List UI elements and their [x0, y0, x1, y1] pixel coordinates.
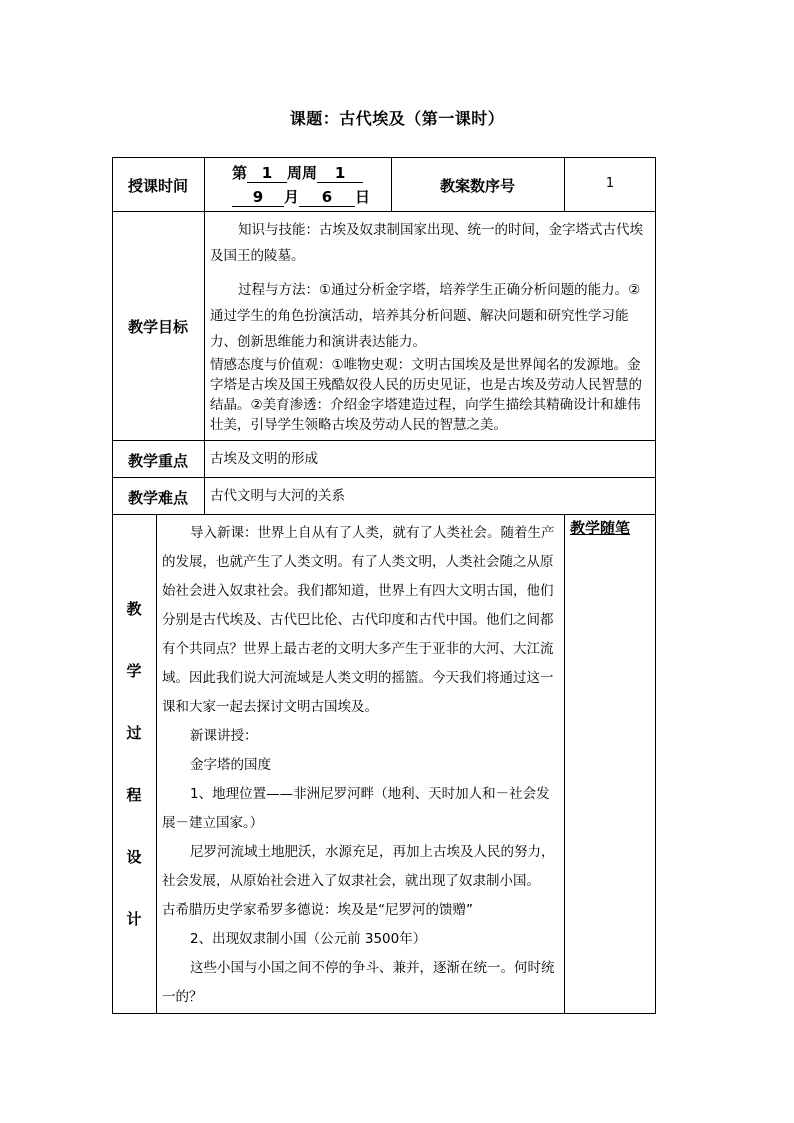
row-divider — [112, 211, 656, 212]
process-nile: 尼罗河流域土地肥沃，水源充足，再加上古埃及人民的努力，社会发展，从原始社会进入了奴隶社会，就出现了奴隶制小国。 — [162, 844, 555, 889]
time-label: 授课时间 — [127, 177, 188, 195]
focus-text: 古埃及文明的形成 — [210, 451, 318, 467]
week-prefix: 第 — [232, 164, 248, 182]
day-word: 日 — [355, 188, 371, 206]
page-title: 课题：古代埃及（第一课时） — [289, 109, 505, 128]
process-char: 教 — [126, 600, 142, 618]
sequence-value: 1 — [605, 176, 615, 191]
process-content — [162, 519, 562, 1012]
month-word: 月 — [284, 188, 300, 206]
process-new-lesson: 新课讲授： — [190, 728, 258, 744]
objectives-content — [210, 217, 652, 435]
process-point-1: 1、地理位置——非洲尼罗河畔（地利、天时加人和－社会发展－建立国家。） — [162, 786, 550, 831]
process-char: 设 — [126, 848, 142, 866]
date-line — [232, 186, 370, 207]
process-intro: 导入新课：世界上自从有了人类，就有了人类社会。随着生产的发展，也就产生了人类文明。有了人类文明，人类社会随之从原始社会进入奴隶社会。我们都知道，世界上有四大文明古国，他们分别是古代埃及、古代巴比伦、古代印度和古代中国。他们之间都有个共同点？世界上最古老的文明大多产生于亚非的大河、大江流域。因此我们说大河流域是人类文明的摇篮。今天我们将通过这一课和大家一起去探讨文明古国埃及。 — [162, 525, 555, 715]
process-quote: 古希腊历史学家希罗多德说：埃及是“尼罗河的馈赠” — [162, 902, 473, 918]
col-divider — [204, 440, 205, 514]
weekday-number: 1 — [317, 164, 363, 183]
process-char: 过 — [126, 724, 142, 742]
row-divider — [112, 514, 656, 515]
row-divider — [112, 477, 656, 478]
sequence-label: 教案数序号 — [439, 177, 515, 195]
process-label — [112, 578, 156, 950]
day-number: 6 — [299, 188, 355, 207]
objective-knowledge: 知识与技能：古埃及奴隶制国家出现、统一的时间，金字塔式古代埃及国王的陵墓。 — [210, 222, 643, 264]
col-divider — [564, 514, 565, 1014]
difficulty-text: 古代文明与大河的关系 — [210, 488, 345, 504]
process-question: 这些小国与小国之间不停的争斗、兼并，逐渐在统一。何时统一的？ — [162, 960, 555, 1005]
month-number: 9 — [232, 188, 284, 207]
process-section-title: 金字塔的国度 — [190, 757, 271, 773]
process-char: 计 — [126, 910, 142, 928]
col-divider — [156, 514, 157, 1014]
objectives-label: 教学目标 — [127, 318, 188, 336]
process-char: 学 — [126, 662, 142, 680]
process-point-2: 2、出现奴隶制小国（公元前 3500年） — [190, 931, 427, 947]
objective-process: 过程与方法：①通过分析金字塔，培养学生正确分析问题的能力。②通过学生的角色扮演活动，培养其分析问题、解决问题和研究性学习能力、创新思维能力和演讲表达能力。 — [210, 282, 641, 350]
process-char: 程 — [126, 786, 142, 804]
objective-attitude: 情感态度与价值观：①唯物史观：文明古国埃及是世界闻名的发源地。金字塔是古埃及国王残酷奴役人民的历史见证，也是古埃及劳动人民智慧的结晶。②美育渗透：介绍金字塔建造过程，向学生描绘其精确设计和雄伟壮美，引导学生领略古埃及劳动人民的智慧之美。 — [210, 357, 642, 433]
row-divider — [112, 440, 656, 441]
notes-label: 教学随笔 — [570, 519, 631, 537]
focus-label: 教学重点 — [127, 452, 188, 470]
difficulty-label: 教学难点 — [127, 489, 188, 507]
week-word: 周周 — [287, 164, 318, 182]
week-number: 1 — [247, 164, 287, 183]
week-line — [232, 162, 363, 183]
col-divider — [204, 157, 205, 440]
